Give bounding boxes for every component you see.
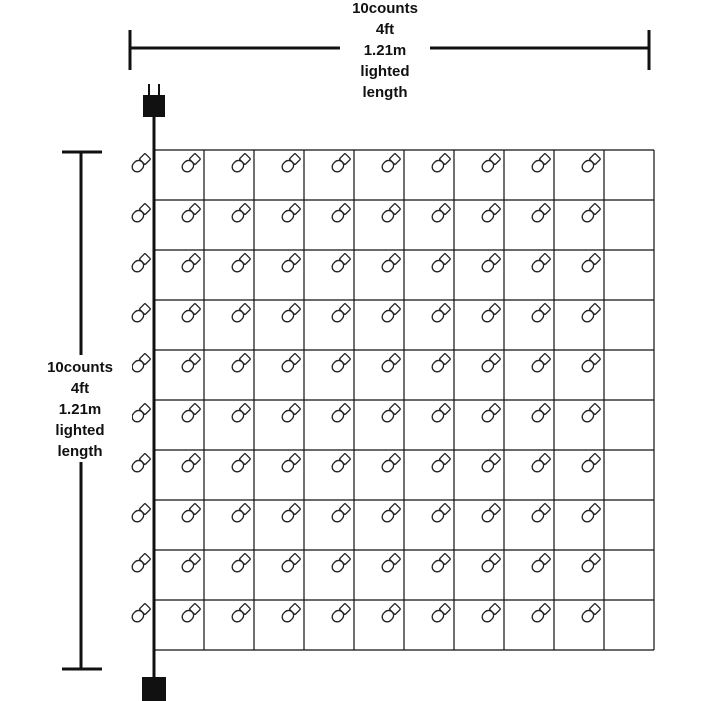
bulb-icon	[330, 353, 351, 374]
bulb-icon	[130, 203, 151, 224]
bulb-icon	[180, 153, 201, 174]
bulb-icon	[130, 503, 151, 524]
bulb-icon	[180, 253, 201, 274]
bulb-icon	[480, 203, 501, 224]
bulb-icon	[280, 603, 301, 624]
top-dimension-meters: 1.21m	[363, 42, 407, 59]
bulb-icon	[530, 503, 551, 524]
side-dimension-lighted: lighted	[55, 422, 105, 439]
bulb-icon	[230, 503, 251, 524]
bulb-icon	[530, 353, 551, 374]
bulb-icon	[280, 203, 301, 224]
bulb-icon	[430, 353, 451, 374]
bulb-icon	[180, 203, 201, 224]
bulb-icon	[330, 253, 351, 274]
bulb-icon	[280, 403, 301, 424]
top-dimension-lighted: lighted	[360, 63, 410, 80]
bulb-icon	[280, 253, 301, 274]
bulb-icon	[430, 253, 451, 274]
bulb-icon	[480, 153, 501, 174]
side-dimension-feet: 4ft	[70, 380, 90, 397]
plug-bottom-icon	[142, 677, 166, 701]
bulb-icon	[230, 203, 251, 224]
bulb-icon	[330, 303, 351, 324]
bulb-icon	[280, 503, 301, 524]
bulb-icon	[230, 553, 251, 574]
bulb-icon	[380, 203, 401, 224]
bulb-icon	[480, 403, 501, 424]
bulb-icon	[180, 453, 201, 474]
bulb-icon	[130, 353, 151, 374]
bulb-icon	[180, 353, 201, 374]
bulb-icon	[430, 603, 451, 624]
bulb-icon	[580, 553, 601, 574]
bulb-icon	[230, 153, 251, 174]
bulb-icon	[130, 253, 151, 274]
side-dimension-meters: 1.21m	[58, 401, 102, 418]
bulb-icon	[580, 353, 601, 374]
bulb-icon	[330, 503, 351, 524]
bulb-icon	[280, 353, 301, 374]
bulb-icon	[430, 553, 451, 574]
bulb-icon	[480, 553, 501, 574]
bulb-icon	[480, 253, 501, 274]
bulb-icon	[480, 603, 501, 624]
bulb-icon	[580, 403, 601, 424]
top-dimension-feet: 4ft	[375, 21, 395, 38]
bulb-icon	[280, 303, 301, 324]
bulb-icon	[530, 203, 551, 224]
side-dimension-count: 10counts	[47, 359, 113, 376]
bulb-icon	[180, 303, 201, 324]
bulb-icon	[130, 403, 151, 424]
plug-top-icon	[143, 84, 165, 117]
bulb-icon	[280, 153, 301, 174]
bulb-icon	[530, 453, 551, 474]
bulb-icon	[330, 453, 351, 474]
bulb-icon	[230, 353, 251, 374]
bulb-icon	[130, 153, 151, 174]
bulb-icon	[530, 303, 551, 324]
bulb-icon	[430, 403, 451, 424]
bulb-icon	[380, 553, 401, 574]
bulb-icon	[380, 453, 401, 474]
bulb-icon	[330, 403, 351, 424]
bulb-icon	[530, 603, 551, 624]
bulb-icon	[130, 303, 151, 324]
bulb-icon	[380, 403, 401, 424]
bulb-icon	[580, 503, 601, 524]
bulb-icon	[580, 603, 601, 624]
bulb-icon	[230, 603, 251, 624]
bulb-icon	[480, 453, 501, 474]
bulb-icon	[530, 153, 551, 174]
bulb-icon	[180, 503, 201, 524]
bulb-icon	[480, 303, 501, 324]
bulb-icon	[430, 453, 451, 474]
bulb-icon	[130, 453, 151, 474]
bulb-icon	[530, 253, 551, 274]
net-grid	[154, 150, 654, 650]
bulb-icon	[380, 503, 401, 524]
bulb-icon	[580, 453, 601, 474]
bulb-icon	[130, 553, 151, 574]
bulb-icon	[430, 203, 451, 224]
top-dimension-length: length	[362, 84, 408, 101]
bulb-icon	[380, 253, 401, 274]
bulb-icon	[380, 303, 401, 324]
bulb-icon	[330, 153, 351, 174]
bulb-icon	[280, 553, 301, 574]
bulb-icon	[230, 403, 251, 424]
bulb-icon	[180, 403, 201, 424]
bulb-icon	[430, 303, 451, 324]
bulb-icon	[230, 303, 251, 324]
side-dimension-label	[28, 357, 132, 462]
bulb-icon	[430, 153, 451, 174]
top-dimension-count: 10counts	[352, 0, 418, 17]
side-dimension-length: length	[57, 443, 103, 460]
bulb-icon	[580, 203, 601, 224]
bulb-icon	[580, 253, 601, 274]
bulb-icon	[380, 153, 401, 174]
bulb-icon	[380, 353, 401, 374]
top-dimension-label	[340, 0, 430, 103]
bulb-icon	[230, 253, 251, 274]
bulb-icon	[230, 453, 251, 474]
bulbs-layer	[130, 153, 601, 624]
bulb-icon	[430, 503, 451, 524]
bulb-icon	[180, 603, 201, 624]
bulb-icon	[480, 353, 501, 374]
bulb-icon	[530, 403, 551, 424]
bulb-icon	[580, 153, 601, 174]
bulb-icon	[380, 603, 401, 624]
bulb-icon	[280, 453, 301, 474]
bulb-icon	[480, 503, 501, 524]
bulb-icon	[330, 603, 351, 624]
bulb-icon	[330, 203, 351, 224]
bulb-icon	[330, 553, 351, 574]
bulb-icon	[180, 553, 201, 574]
bulb-icon	[130, 603, 151, 624]
bulb-icon	[530, 553, 551, 574]
bulb-icon	[580, 303, 601, 324]
